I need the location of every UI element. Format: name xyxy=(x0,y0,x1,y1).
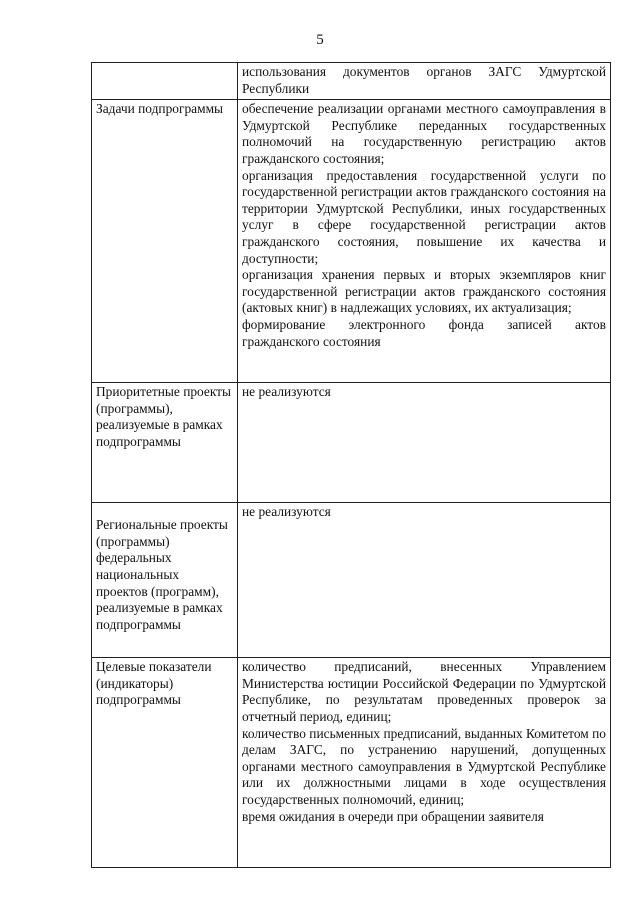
row-label-empty xyxy=(92,63,238,100)
content-paragraph: формирование электронного фонда записей актов гражданского состояния xyxy=(242,316,606,349)
content-paragraph: организация хранения первых и вторых экземпляров книг государственной регистрации актов гражданского состояния (актовых книг) в надлежащих условиях, их актуализация; xyxy=(242,267,606,316)
row-content xyxy=(238,63,611,100)
content-paragraph: количество предписаний, внесенных Управлением Министерства юстиции Российской Федерации по Удмуртской Республике, по результатам проведенных проверок за отчетный период, единиц; xyxy=(242,659,606,724)
content-paragraph: количество письменных предписаний, выданных Комитетом по делам ЗАГС, по устранению нарушений, допущенных органами местного самоуправления в Удмуртской Республике или их должностными лицами в ходе осуществления государственных полномочий, единиц; xyxy=(242,725,606,807)
content-paragraph: обеспечение реализации органами местного самоуправления в Удмуртской Республике переданных государственных полномочий на государственную регистрацию актов гражданского состояния; xyxy=(242,101,606,166)
row-content xyxy=(238,658,611,868)
row-label-target-indicators: Целевые показатели (индикаторы) подпрограммы xyxy=(92,658,238,868)
row-content xyxy=(238,100,611,383)
passport-table xyxy=(91,62,611,868)
row-label-regional-projects: Региональные проекты (программы) федеральных национальных проектов (программ), реализуемые в рамках подпрограммы xyxy=(92,503,238,658)
content-paragraph: не реализуются xyxy=(242,504,331,520)
table-row xyxy=(92,503,611,658)
page-number: 5 xyxy=(316,32,324,48)
content-paragraph: организация предоставления государственной услуги по государственной регистрации актов гражданского состояния на территории Удмуртской Республики, иных государственных услуг в сфере государственной регистрации актов гражданского состояния, повышение их качества и доступности; xyxy=(242,167,606,266)
table-row xyxy=(92,63,611,100)
row-content xyxy=(238,383,611,503)
row-content xyxy=(238,503,611,658)
content-paragraph: не реализуются xyxy=(242,384,331,400)
content-paragraph: время ожидания в очереди при обращении заявителя xyxy=(242,808,544,824)
table-row xyxy=(92,658,611,868)
content-paragraph: использования документов органов ЗАГС Удмуртской Республики xyxy=(242,64,606,96)
table-row xyxy=(92,383,611,503)
row-label-tasks: Задачи подпрограммы xyxy=(92,100,238,383)
table-row xyxy=(92,100,611,383)
row-label-priority-projects: Приоритетные проекты (программы), реализуемые в рамках подпрограммы xyxy=(92,383,238,503)
